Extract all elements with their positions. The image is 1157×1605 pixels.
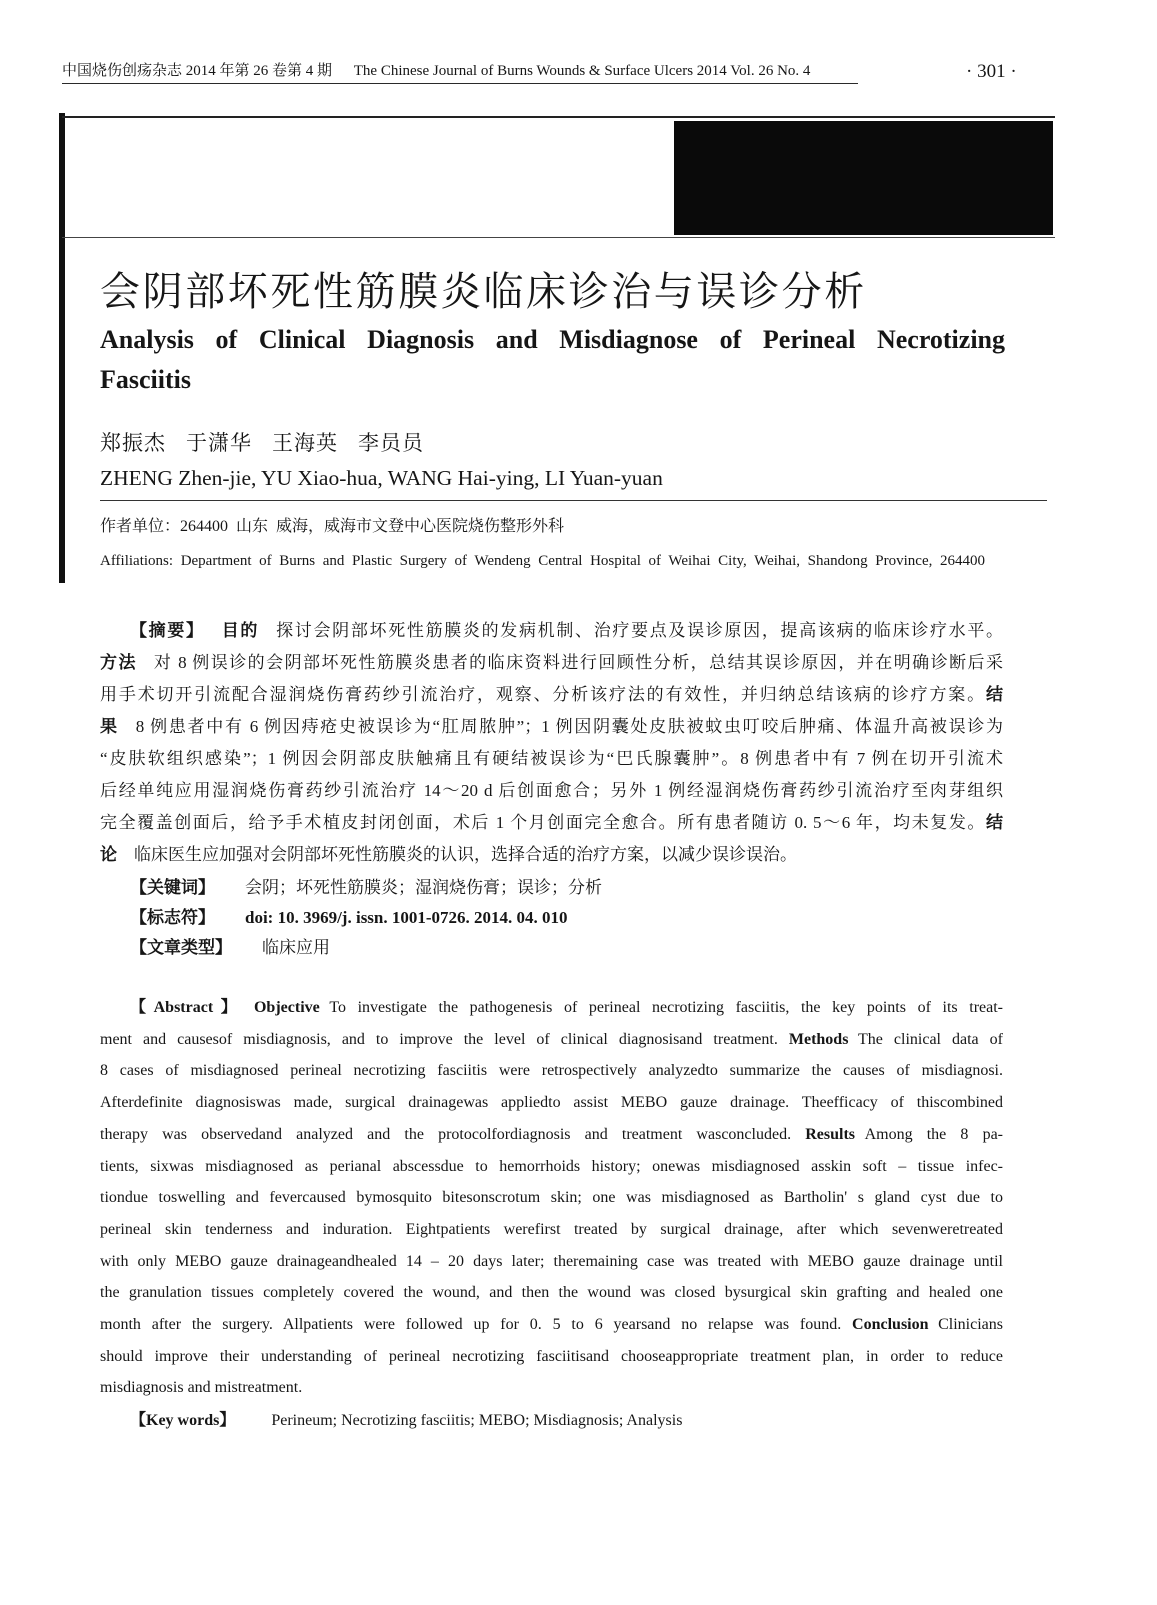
text-run: 对 8 例误诊的会阴部坏死性筋膜炎患者的临床资料进行回顾性分析，总结其误诊原因，并在明确诊断后采 bbox=[153, 653, 1004, 672]
bold-term: 结 bbox=[986, 813, 1003, 832]
text-run: perineal skin tenderness and induration. Eightpatients werefirst treated by surgical drainage, after which sevenweretreated bbox=[100, 1220, 1003, 1238]
title-en-line bbox=[100, 360, 1005, 400]
text-run: “皮肤软组织感染”；1 例因会阴部皮肤触痛且有硬结被误诊为“巴氏腺囊肿”。8 例患者中有 7 例在切开引流术 bbox=[100, 749, 1003, 768]
text-run: 8 例患者中有 6 例因痔疮史被误诊为“肛周脓肿”；1 例因阴囊处皮肤被蚊虫叮咬后肿痛、体温升高被误诊为 bbox=[135, 717, 1004, 736]
text-run: To investigate the pathogenesis of perineal necrotizing fasciitis, the key points of its treat- bbox=[329, 999, 1003, 1016]
author-name-cn: 王海英 bbox=[272, 431, 338, 455]
abstract-en-line bbox=[100, 1151, 1003, 1183]
abstract-en-line bbox=[100, 1246, 1003, 1278]
abstract-en bbox=[100, 992, 1003, 1404]
abstract-cn-line bbox=[100, 839, 1003, 871]
doi-value: doi: 10. 3969/j. issn. 1001-0726. 2014. 04. 010 bbox=[245, 908, 568, 927]
article-type-row bbox=[130, 933, 602, 963]
text-run: therapy was observedand analyzed and the protocolfordiagnosis and treatment wasconcluded. bbox=[100, 1125, 806, 1143]
text-run: with only MEBO gauze drainageandhealed 14 – 20 days later; theremaining case was treated with MEBO gauze drainage until bbox=[100, 1252, 1003, 1270]
bold-term: 【Abstract】 bbox=[130, 999, 245, 1016]
abstract-en-line bbox=[100, 1119, 1003, 1151]
text-run: The clinical data of bbox=[858, 1030, 1004, 1048]
authors-en: ZHENG Zhen-jie, YU Xiao-hua, WANG Hai-ying, LI Yuan-yuan bbox=[100, 466, 663, 490]
text-run: 临床医生应加强对会阴部坏死性筋膜炎的认识，选择合适的治疗方案，以减少误诊误治。 bbox=[134, 845, 797, 864]
text-run: 完全覆盖创面后，给予手术植皮封闭创面，术后 1 个月创面完全愈合。所有患者随访 0. 5～6 年，均未复发。 bbox=[100, 813, 986, 832]
keywords-value: 会阴；坏死性筋膜炎；湿润烧伤膏；误诊；分析 bbox=[245, 878, 602, 897]
author-name-cn: 李员员 bbox=[358, 431, 424, 455]
abstract-en-line bbox=[100, 1214, 1003, 1246]
abstract-en-line bbox=[100, 1055, 1003, 1087]
text-run: 8 cases of misdiagnosed perineal necrotizing fasciitis were retrospectively analyzedto summarize the causes of misdiagnosi. bbox=[100, 1062, 1003, 1080]
text-run: 用手术切开引流配合湿润烧伤膏药纱引流治疗，观察、分析该疗法的有效性，并归纳总结该病的诊疗方案。 bbox=[100, 685, 986, 704]
running-header bbox=[62, 61, 858, 84]
abstract-cn-line bbox=[100, 679, 1003, 711]
keywords-en-value: Perineum; Necrotizing fasciitis; MEBO; Misdiagnosis; Analysis bbox=[271, 1412, 683, 1429]
bold-term: Conclusion bbox=[852, 1316, 929, 1334]
section-divider bbox=[100, 500, 1047, 501]
keywords-label: 【关键词】 bbox=[130, 878, 215, 897]
abstract-en-line bbox=[100, 1024, 1003, 1056]
journal-name-cn: 中国烧伤创疡杂志 2014 年第 26 卷第 4 期 bbox=[62, 63, 333, 79]
abstract-en-line bbox=[100, 1087, 1003, 1119]
abstract-en-line bbox=[100, 992, 1003, 1024]
abstract-cn-line bbox=[100, 743, 1003, 775]
keywords-en-label: 【Key words】 bbox=[130, 1412, 236, 1429]
bottom-frame-rule bbox=[62, 237, 1055, 238]
text-run: 后经单纯应用湿润烧伤膏药纱引流治疗 14～20 d 后创面愈合；另外 1 例经湿润烧伤膏药纱引流治疗至肉芽组织 bbox=[100, 781, 1003, 800]
title-en-line bbox=[100, 320, 1005, 360]
journal-name-en: The Chinese Journal of Burns Wounds & Surface Ulcers 2014 Vol. 26 No. 4 bbox=[353, 63, 811, 79]
text-run: month after the surgery. Allpatients were followed up for 0. 5 to 6 yearsand no relapse was found. bbox=[100, 1316, 853, 1334]
bold-term: 方法 bbox=[100, 653, 137, 672]
abstract-cn bbox=[100, 615, 1003, 871]
redacted-block bbox=[674, 121, 1053, 235]
keywords-row bbox=[130, 873, 602, 903]
author-name-cn: 郑振杰 bbox=[100, 431, 166, 455]
text-run: 探讨会阴部坏死性筋膜炎的发病机制、治疗要点及误诊原因，提高该病的临床诊疗水平。 bbox=[276, 621, 1004, 640]
abstract-en-line bbox=[100, 1341, 1003, 1373]
bold-term: 论 bbox=[100, 845, 117, 864]
bold-term: 果 bbox=[100, 717, 119, 736]
bold-term: Objective bbox=[253, 999, 320, 1016]
text-run: Fasciitis bbox=[100, 365, 191, 394]
text-run: Analysis of Clinical Diagnosis and Misdiagnose of Perineal Necrotizing bbox=[100, 325, 1005, 354]
article-type-value: 临床应用 bbox=[262, 938, 330, 957]
text-run: the granulation tissues completely covered the wound, and then the wound was closed bysurgical skin grafting and healed one bbox=[100, 1284, 1003, 1302]
bold-term: Methods bbox=[788, 1030, 849, 1048]
keywords-en bbox=[130, 1405, 682, 1437]
author-name-cn: 于潇华 bbox=[186, 431, 252, 455]
left-margin-bar bbox=[59, 113, 65, 583]
abstract-cn-line bbox=[100, 775, 1003, 807]
text-run: tiondue toswelling and fevercaused bymosquito bitesonscrotum skin; one was misdiagnosed as Bartholin' s gland cyst due to bbox=[100, 1189, 1003, 1207]
abstract-en-line bbox=[100, 1309, 1003, 1341]
affiliation-en: Affiliations: Department of Burns and Plastic Surgery of Wendeng Central Hospital of Weihai City, Weihai, Shandong Province, 264400 bbox=[100, 553, 985, 569]
title-en bbox=[100, 320, 1005, 400]
bold-term: Results bbox=[805, 1125, 855, 1143]
page-number: · 301 · bbox=[966, 61, 1017, 82]
article-type-label: 【文章类型】 bbox=[130, 938, 232, 957]
text-run: Among the 8 pa- bbox=[864, 1125, 1003, 1143]
text-run: misdiagnosis and mistreatment. bbox=[100, 1379, 303, 1397]
text-run: Clinicians bbox=[938, 1316, 1003, 1334]
abstract-cn-line bbox=[100, 647, 1003, 679]
bold-term: 【摘要】 bbox=[130, 621, 205, 640]
text-run: tients, sixwas misdiagnosed as perianal abscessdue to hemorrhoids history; onewas misdiagnosed asskin soft – tissue infec- bbox=[100, 1157, 1003, 1175]
affiliation-cn: 作者单位：264400 山东 威海，威海市文登中心医院烧伤整形外科 bbox=[100, 518, 565, 535]
abstract-cn-line bbox=[100, 711, 1003, 743]
keywords-block-cn bbox=[130, 873, 602, 963]
authors-cn bbox=[100, 429, 444, 457]
abstract-en-line bbox=[100, 1372, 1003, 1404]
text-run: ment and causesof misdiagnosis, and to improve the level of clinical diagnosisand treatment. bbox=[100, 1030, 789, 1048]
text-run: Afterdefinite diagnosiswas made, surgical drainagewas appliedto assist MEBO gauze drainage. Theefficacy of thiscombined bbox=[100, 1094, 1003, 1112]
abstract-cn-line bbox=[100, 807, 1003, 839]
abstract-cn-line bbox=[100, 615, 1003, 647]
abstract-en-line bbox=[100, 1182, 1003, 1214]
title-cn: 会阴部坏死性筋膜炎临床诊治与误诊分析 bbox=[100, 269, 867, 315]
doi-label: 【标志符】 bbox=[130, 908, 215, 927]
doi-row bbox=[130, 903, 602, 933]
abstract-en-line bbox=[100, 1277, 1003, 1309]
bold-term: 目的 bbox=[221, 621, 260, 640]
top-frame-rule bbox=[62, 116, 1055, 118]
text-run: should improve their understanding of perineal necrotizing fasciitisand chooseappropriate treatment plan, in order to reduce bbox=[100, 1347, 1003, 1365]
bold-term: 结 bbox=[986, 685, 1003, 704]
